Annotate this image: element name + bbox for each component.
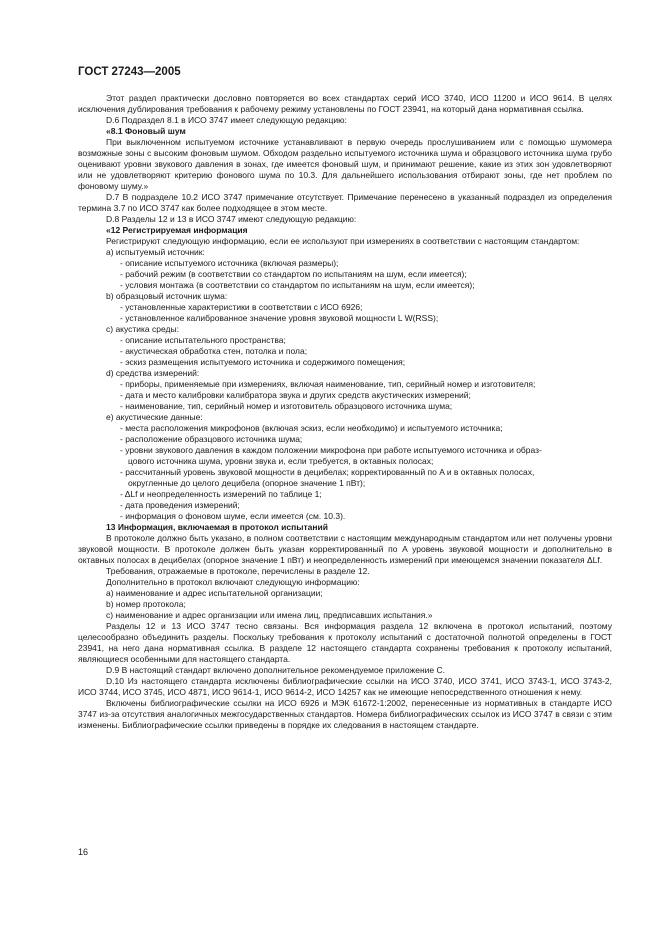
- sub-list-item: - акустическая обработка стен, потолка и пола;: [120, 346, 308, 356]
- sub-list-item: - информация о фоновом шуме, если имеется (см. 10.3).: [120, 511, 346, 521]
- paragraph: D.9 В настоящий стандарт включено дополнительное рекомендуемое приложение С.: [106, 665, 445, 675]
- paragraph: Этот раздел практически дословно повторяется во всех стандартах серий ИСО 3740, ИСО 11200 и ИСО 9614. В целях исключения дублирования требования к рабочему режиму установлены по ГОСТ 23941, на который дана нормативная ссылка.: [78, 93, 612, 114]
- paragraph: При выключенном испытуемом источнике устанавливают в первую очередь прослушиванием или с помощью шумомера возможные зоны с высоким фоновым шумом. Обходом раздельно испытуемого источника шума и образцового источника шума грубо оценивают уровни звукового давления в зонах, где имеется фоновый шум, и принимают решение, какие из этих зон удовлетворяют или не удовлетворяют критерию фонового шума по 10.3. Для дальнейшего использования отбирают зоны, где нет проблем по фоновому шуму.»: [78, 137, 612, 191]
- document-body: [78, 93, 612, 731]
- sub-list-item: - рабочий режим (в соответствии со стандартом по испытаниям на шум, если имеется);: [120, 269, 467, 279]
- paragraph: D.6 Подраздел 8.1 в ИСО 3747 имеет следующую редакцию:: [106, 115, 347, 125]
- section-heading: 13 Информация, включаемая в протокол испытаний: [106, 522, 328, 532]
- sub-list-item: - установленные характеристики в соответствии с ИСО 6926;: [120, 302, 363, 312]
- paragraph: Разделы 12 и 13 ИСО 3747 тесно связаны. Вся информация раздела 12 включена в протокол испытаний, поэтому целесообразно объединить разделы. Поскольку требования к протоколу испытаний с достаточной полнотой определены в ГОСТ 23941, на него дана нормативная ссылка. В разделе 12 настоящего стандарта сохранены требования к протоколу испытаний, являющиеся особенными для настоящего стандарта.: [78, 621, 612, 664]
- paragraph: D.8 Разделы 12 и 13 в ИСО 3747 имеют следующую редакцию:: [106, 214, 357, 224]
- sub-list-item: - установленное калиброванное значение уровня звуковой мощности L W(RSS);: [120, 313, 439, 323]
- sub-list-item: - расположение образцового источника шума;: [120, 434, 303, 444]
- list-item: d) средства измерений:: [106, 368, 200, 378]
- sub-list-item: - приборы, применяемые при измерениях, включая наименование, тип, серийный номер и изготовителя;: [120, 379, 536, 389]
- paragraph: D.7 В подразделе 10.2 ИСО 3747 примечание отсутствует. Примечание перенесено в указанный подраздел из определения термина 3.7 по ИСО 3747 как более подходящее в этом месте.: [78, 192, 612, 213]
- sub-list-item: - рассчитанный уровень звуковой мощности в децибелах; корректированный по A и в октавных полосах,: [120, 467, 535, 477]
- page-number: 16: [78, 847, 89, 857]
- list-item: c) наименование и адрес организации или имена лиц, предписавших испытания.»: [106, 610, 433, 620]
- sub-list-item: - наименование, тип, серийный номер и изготовитель образцового источника шума;: [120, 401, 453, 411]
- document-header: ГОСТ 27243—2005: [78, 66, 181, 78]
- list-item: c) акустика среды:: [106, 324, 179, 334]
- sub-list-item: - условия монтажа (в соответствии со стандартом по испытаниям на шум, если имеется);: [120, 280, 475, 290]
- list-item: b) номер протокола;: [106, 599, 186, 609]
- section-heading: «12 Регистрируемая информация: [106, 225, 248, 235]
- sub-list-item: - уровни звукового давления в каждом положении микрофона при работе испытуемого источника и образ-: [120, 445, 542, 455]
- sub-list-item: - дата и место калибровки калибратора звука и других средств акустических измерений;: [120, 390, 471, 400]
- list-item: a) испытуемый источник:: [106, 247, 205, 257]
- sub-list-item: - места расположения микрофонов (включая эскиз, если необходимо) и испытуемого источника;: [120, 423, 503, 433]
- sub-list-item: - дата проведения измерений;: [120, 500, 240, 510]
- paragraph: Требования, отражаемые в протоколе, перечислены в разделе 12.: [106, 566, 370, 576]
- sub-list-item: - описание испытательного пространства;: [120, 335, 286, 345]
- sub-list-item: - описание испытуемого источника (включая размеры);: [120, 258, 339, 268]
- paragraph: Включены библиографические ссылки на ИСО 6926 и МЭК 61672-1:2002, перенесенные из нормативных в стандарте ИСО 3747 из-за отсутствия аналогичных межгосударственных стандартов. Номера библиографических ссылок из ИСО 3747 в связи с этим изменены. Библиографические ссылки приведены в порядке их следования в настоящем стандарте.: [78, 698, 612, 730]
- section-heading: «8.1 Фоновый шум: [106, 126, 186, 136]
- paragraph: Регистрируют следующую информацию, если ее используют при измерениях в соответствии с настоящим стандартом:: [106, 236, 580, 246]
- list-item: b) образцовый источник шума:: [106, 291, 228, 301]
- sub-list-item: - эскиз размещения испытуемого источника и содержимого помещения;: [120, 357, 406, 367]
- paragraph: Дополнительно в протокол включают следующую информацию:: [106, 577, 360, 587]
- list-item: a) наименование и адрес испытательной организации;: [106, 588, 323, 598]
- sub-list-item-continuation: цового источника шума, уровни звука и, если требуется, в октавных полосах;: [128, 456, 434, 466]
- paragraph: D.10 Из настоящего стандарта исключены библиографические ссылки на ИСО 3740, ИСО 3741, ИСО 3743-1, ИСО 3743-2, ИСО 3744, ИСО 3745, ИСО 4871, ИСО 9614-1, ИСО 9614-2, ИСО 14257 как не имеющие непосредственного отношения к нему.: [78, 676, 612, 697]
- list-item: e) акустические данные:: [106, 412, 203, 422]
- sub-list-item: - ΔLf и неопределенность измерений по таблице 1;: [120, 489, 322, 499]
- paragraph: В протоколе должно быть указано, в полном соответствии с настоящим международным стандартом или нет получены уровни звуковой мощности. В протоколе должен быть указан корректированный по A уровень звуковой мощности и дополнительно в октавных полосах в децибелах (опорное значение 1 пВт) и неопределенность измерений при имеющемся значении показателя ΔLf.: [78, 533, 612, 565]
- sub-list-item-continuation: округленные до целого децибела (опорное значение 1 пВт);: [128, 478, 366, 488]
